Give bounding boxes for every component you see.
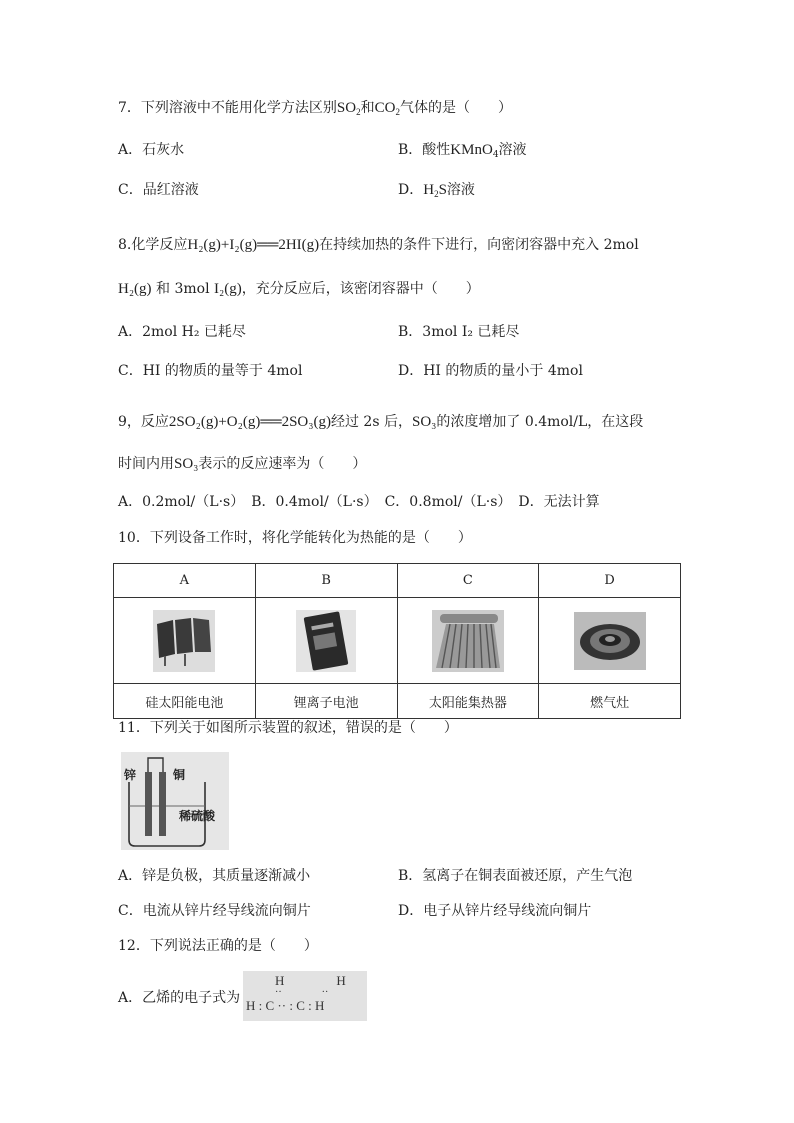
- q7-option-b-post: 溶液: [498, 142, 527, 158]
- q7-stem: [118, 98, 512, 118]
- q9-stem-line2: [118, 454, 366, 474]
- q7-option-b: [398, 140, 527, 160]
- q7-option-a: A．石灰水: [118, 142, 185, 158]
- q9-line1-post: 的浓度增加了 0.4mol/L，在这段: [436, 414, 644, 430]
- q8-option-a: A．2mol H₂ 已耗尽: [118, 324, 246, 340]
- q7-option-c: C．品红溶液: [118, 182, 199, 198]
- q9-line1-mid: 经过 2s 后，: [330, 414, 412, 430]
- q7-h2s-h: H: [423, 182, 435, 198]
- formula-top-dots: ·· ··: [275, 987, 329, 998]
- q10-pic-cell-b: [255, 598, 397, 684]
- q10-header-d: D: [539, 564, 681, 598]
- q8-option-d: D．HI 的物质的量小于 4mol: [398, 363, 583, 379]
- q8-line2-i2: I₂(g): [214, 281, 242, 297]
- q8-line1-post: 在持续加热的条件下进行，向密闭容器中充入 2mol: [319, 237, 639, 253]
- q10-header-b: B: [255, 564, 397, 598]
- q10-name-b: 锂离子电池: [255, 684, 397, 719]
- zinc-label: 锌: [124, 768, 137, 782]
- q8-option-b: B．3mol I₂ 已耗尽: [398, 324, 520, 340]
- galvanic-cell-figure: [121, 752, 229, 850]
- q10-stem: 10．下列设备工作时，将化学能转化为热能的是（ ）: [118, 530, 472, 546]
- q9-equation: 2SO₂(g)+O₂(g)══2SO₃(g): [168, 414, 331, 430]
- q9-line2-pre: 时间内用: [118, 456, 174, 472]
- q7-option-d: [398, 180, 475, 200]
- q10-name-d: 燃气灶: [539, 684, 681, 719]
- copper-label: 铜: [173, 768, 186, 782]
- formula-main: H : C ·· : C : H: [246, 998, 325, 1013]
- q9-line2-post: 表示的反应速率为（ ）: [198, 456, 367, 472]
- q11-option-b: B．氢离子在铜表面被还原，产生气泡: [398, 868, 633, 884]
- q9-line2-so3: SO₃: [174, 456, 199, 472]
- q8-line1-pre: 8.化学反应: [118, 237, 188, 253]
- q8-stem-line2: [118, 279, 480, 299]
- q7-co2-text: CO: [374, 100, 396, 116]
- q8-line2-h2: H₂(g): [118, 281, 152, 297]
- q10-pic-cell-d: [539, 598, 681, 684]
- q11-stem: 11．下列关于如图所示装置的叙述，错误的是（ ）: [118, 720, 458, 736]
- solar-panel-image: [153, 610, 215, 672]
- q7-h2s-sub: 2: [434, 189, 439, 199]
- q11-option-c: C．电流从锌片经导线流向铜片: [118, 903, 311, 919]
- q7-so2-text: SO: [336, 100, 357, 116]
- q7-so2: [337, 100, 361, 116]
- q8-line2-post: ，充分反应后，该密闭容器中（ ）: [241, 281, 480, 297]
- q10-pic-cell-a: [114, 598, 256, 684]
- formula-top-h: H H: [275, 973, 346, 988]
- q8-line2-amount: 和 3mol: [156, 281, 210, 297]
- q9-options: A．0.2mol/（L·s） B．0.4mol/（L·s） C．0.8mol/（L·s） D．无法计算: [118, 494, 600, 510]
- q9-so3: SO₃: [411, 414, 437, 430]
- q7-co2-sub: 2: [395, 107, 400, 117]
- q10-device-table: [113, 563, 681, 719]
- q10-header-c: C: [397, 564, 539, 598]
- q7-option-b-sub: 4: [492, 150, 499, 160]
- q11-option-a: A．锌是负极，其质量逐渐减小: [118, 868, 311, 884]
- q7-option-b-chem: KMnO: [450, 142, 493, 158]
- q8-stem-line1: [118, 235, 639, 255]
- q12-option-a: A．乙烯的电子式为: [118, 990, 241, 1006]
- q7-h2s-s: S: [438, 182, 447, 198]
- q10-header-a: A: [114, 564, 256, 598]
- q7-stem-b: 气体的是（ ）: [399, 100, 512, 116]
- q7-option-b-pre: B．酸性: [398, 142, 451, 158]
- q7-and: 和: [360, 100, 375, 116]
- q9-line1-pre: 9，反应: [118, 414, 169, 430]
- q10-pic-cell-c: [397, 598, 539, 684]
- q11-option-d: D．电子从锌片经导线流向铜片: [398, 903, 592, 919]
- q10-name-a: 硅太阳能电池: [114, 684, 256, 719]
- q7-co2: [375, 100, 400, 116]
- q10-name-c: 太阳能集热器: [397, 684, 539, 719]
- solar-water-heater-image: [432, 610, 504, 672]
- q7-option-d-pre: D．: [398, 182, 424, 198]
- q8-option-c: C．HI 的物质的量等于 4mol: [118, 363, 303, 379]
- q8-equation: H₂(g)+I₂(g)══2HI(g): [187, 237, 320, 253]
- q7-stem-a: 7．下列溶液中不能用化学方法区别: [118, 100, 337, 116]
- q7-h2s: [423, 182, 447, 198]
- q12-stem: 12．下列说法正确的是（ ）: [118, 938, 318, 954]
- q7-option-d-post: 溶液: [446, 182, 475, 198]
- q7-so2-sub: 2: [356, 107, 361, 117]
- gas-stove-image: [574, 612, 646, 670]
- q9-stem-line1: [118, 412, 643, 432]
- lithium-battery-image: [296, 610, 356, 672]
- ethylene-electron-formula: [243, 971, 367, 1021]
- sulfuric-acid-label: 稀硫酸: [179, 809, 216, 823]
